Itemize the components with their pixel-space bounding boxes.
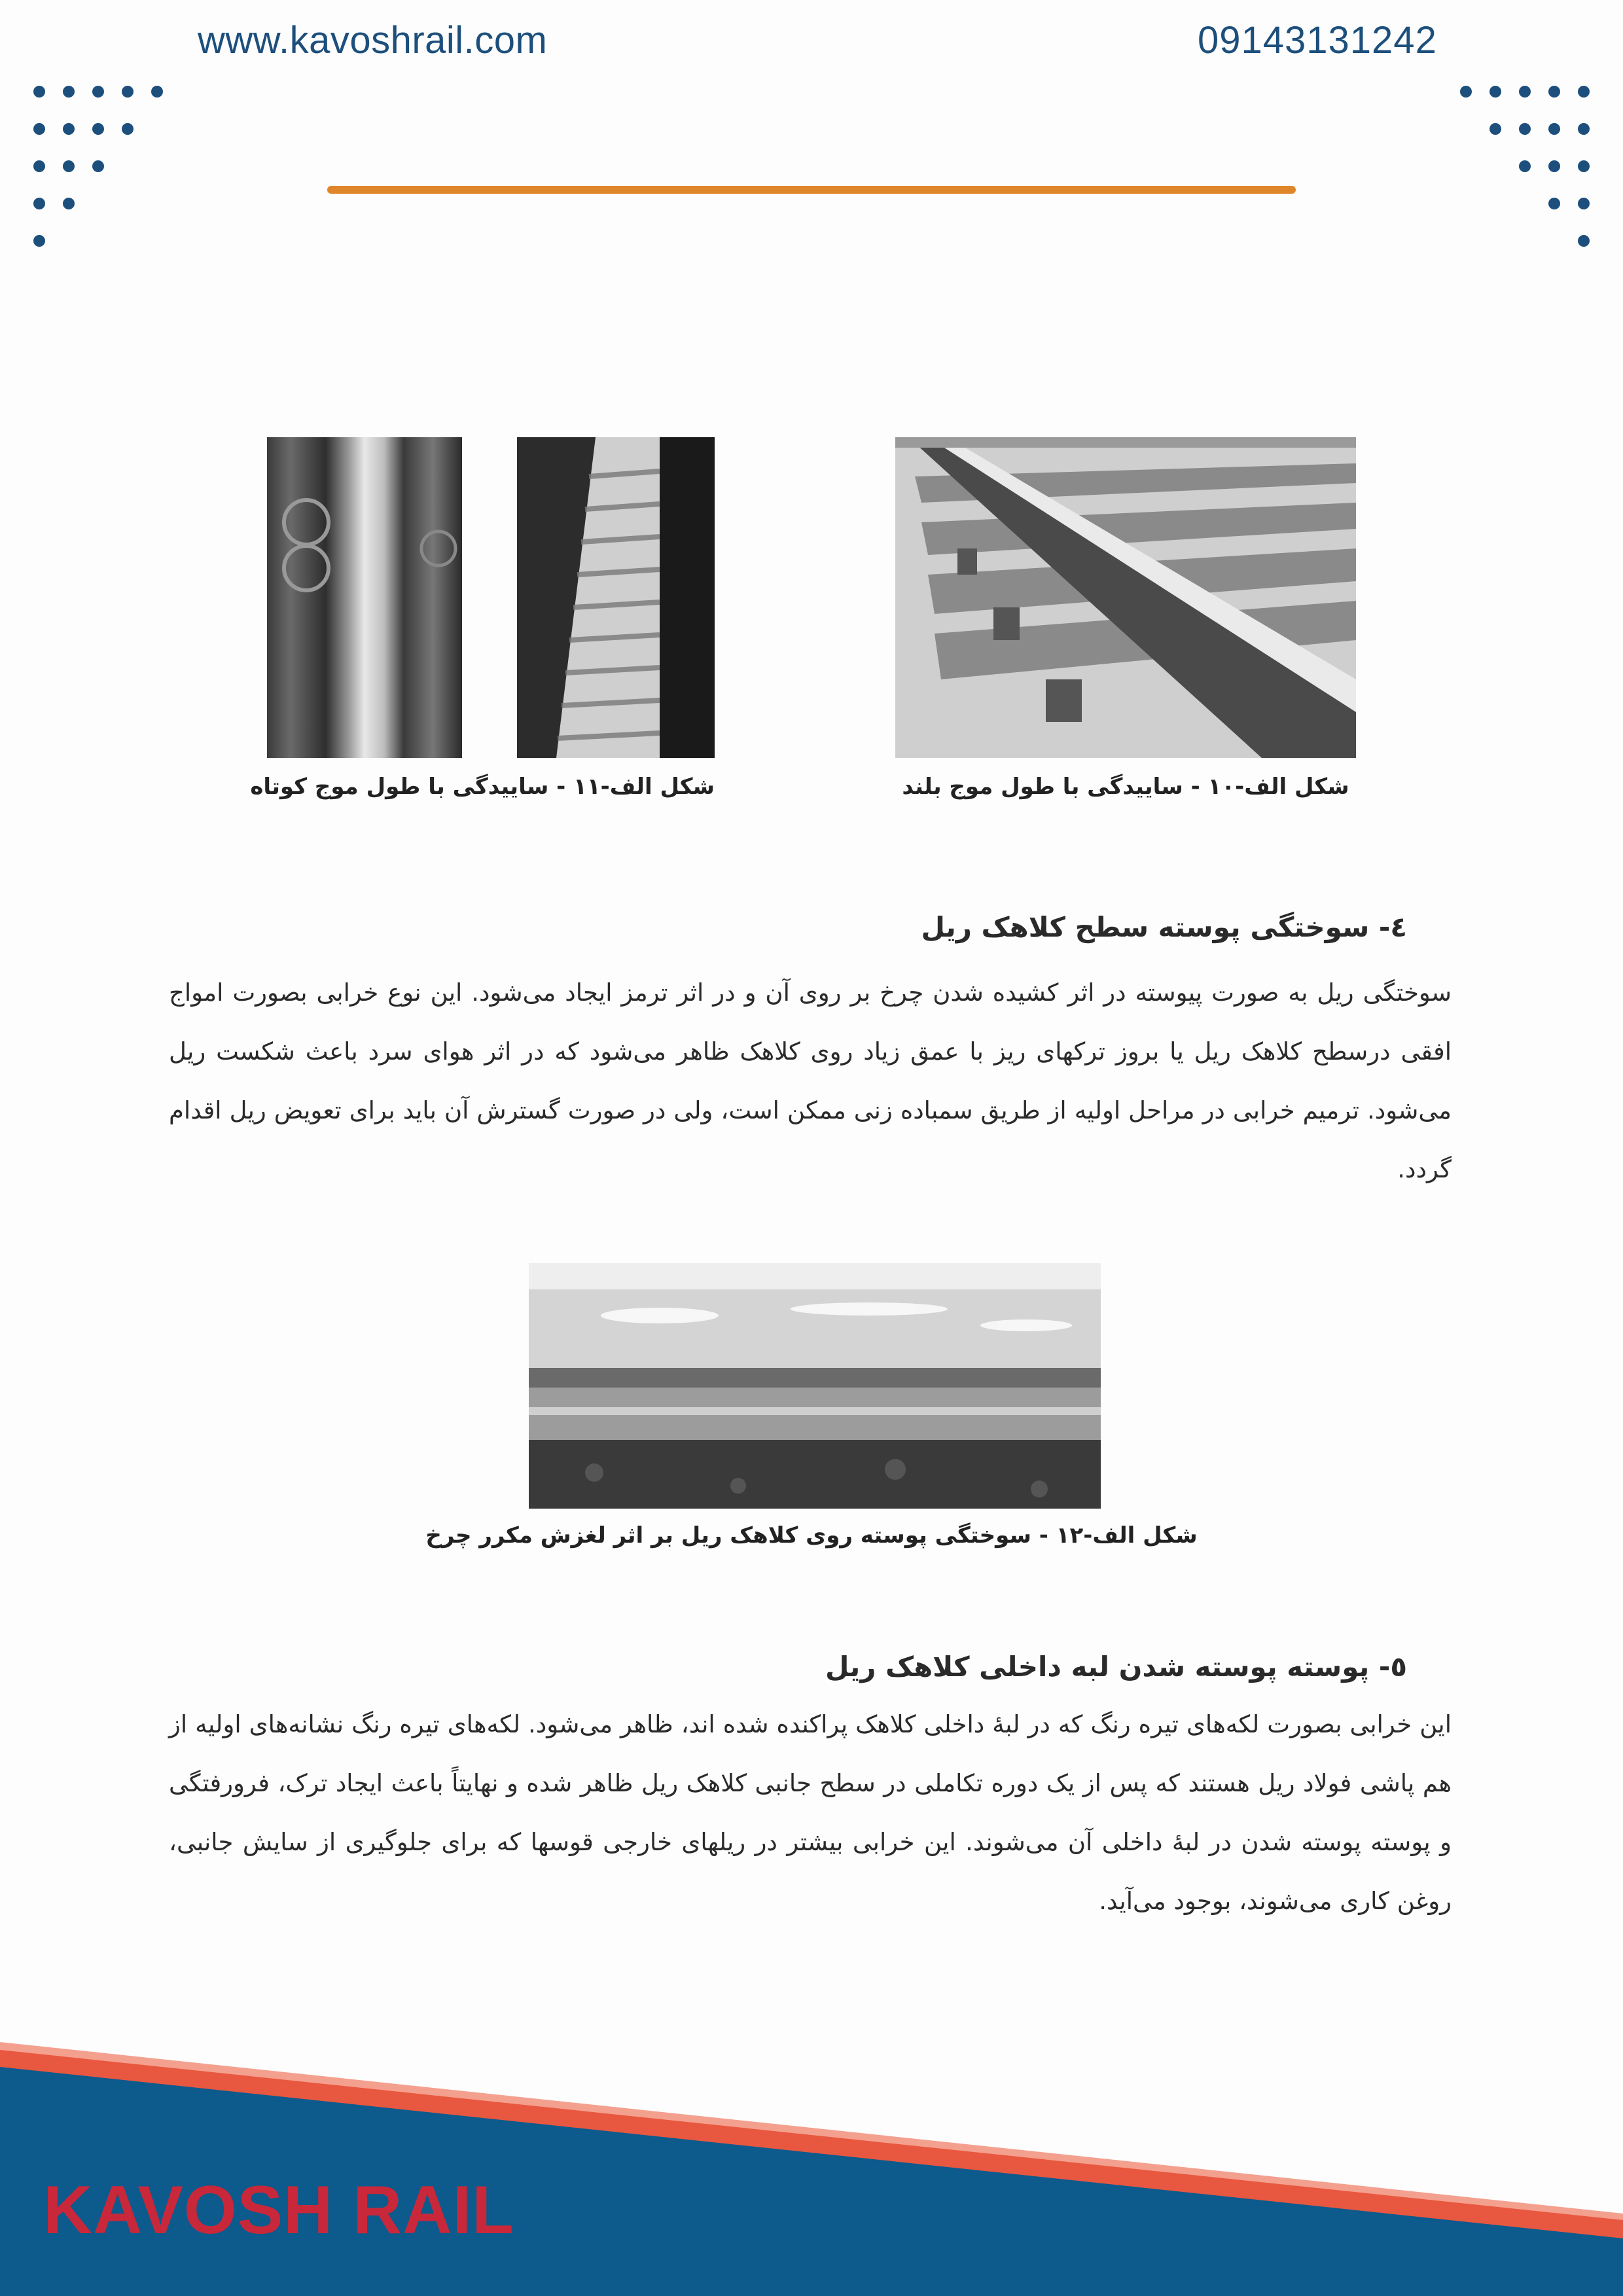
section-4-body: سوختگی ریل به صورت پیوسته در اثر کشیده شدن چرخ بر روی آن و در اثر ترمز ایجاد می‌شود. این نوع خرابی بصورت امواج افقی درسطح کلاهک ریل یا بروز ترکهای ریز با عمق زیاد روی کلاهک ظاهر می‌شود که در اثر هوای سرد باعث شکست ریل می‌شود. ترمیم خرابی در مراحل اولیه از طریق سمباده زنی ممکن است، ولی در صورت گسترش آن باید برای تعویض ریل اقدام گردد.	[169, 978, 1452, 1183]
figure-12-photo	[529, 1263, 1101, 1509]
figure-11-photo-left	[267, 437, 462, 758]
section-5-body: این خرابی بصورت لکه‌های تیره رنگ که در لبهٔ داخلی کلاهک پراکنده شده اند، ظاهر می‌شود. لکه‌های تیره رنگ نشانه‌های اولیه از هم پاشی فولاد ریل هستند که پس از یک دوره تکاملی در سطح جانبی کلاهک ریل ظاهر شده و نهایتاً باعث ایجاد ترک، فرورفتگی و پوسته پوسته شدن در لبهٔ داخلی آن می‌شوند. این خرابی بیشتر در ریلهای خارجی قوسها که برای جلوگیری از سایش جانبی، روغن کاری می‌شوند، بوجود می‌آید.	[169, 1710, 1452, 1915]
figure-11-photo-right	[517, 437, 715, 758]
dot-pattern-left	[20, 79, 190, 249]
figure-10-caption: شکل الف-۱۰ - ساییدگی با طول موج بلند	[902, 774, 1349, 800]
figure-12-caption: شکل الف-۱۲ - سوختگی پوسته روی کلاهک ریل بر اثر لغزش مکرر چرخ	[425, 1522, 1198, 1549]
figure-11-caption: شکل الف-۱۱ - ساییدگی با طول موج کوتاه	[250, 774, 715, 800]
phone-number[interactable]: 09143131242	[1198, 19, 1437, 62]
section-4-heading: ٤- سوختگی پوسته سطح کلاهک ریل	[921, 911, 1407, 943]
dot-pattern-right	[1433, 79, 1603, 249]
footer-band	[0, 2042, 1623, 2296]
figure-10-photo	[895, 437, 1356, 758]
website-url[interactable]: www.kavoshrail.com	[198, 19, 548, 62]
footer-brand-logo: KAVOSH RAIL	[43, 2172, 514, 2248]
header-divider	[327, 186, 1296, 194]
section-5-heading: ٥- پوسته پوسته شدن لبه داخلی کلاهک ریل	[825, 1651, 1407, 1683]
